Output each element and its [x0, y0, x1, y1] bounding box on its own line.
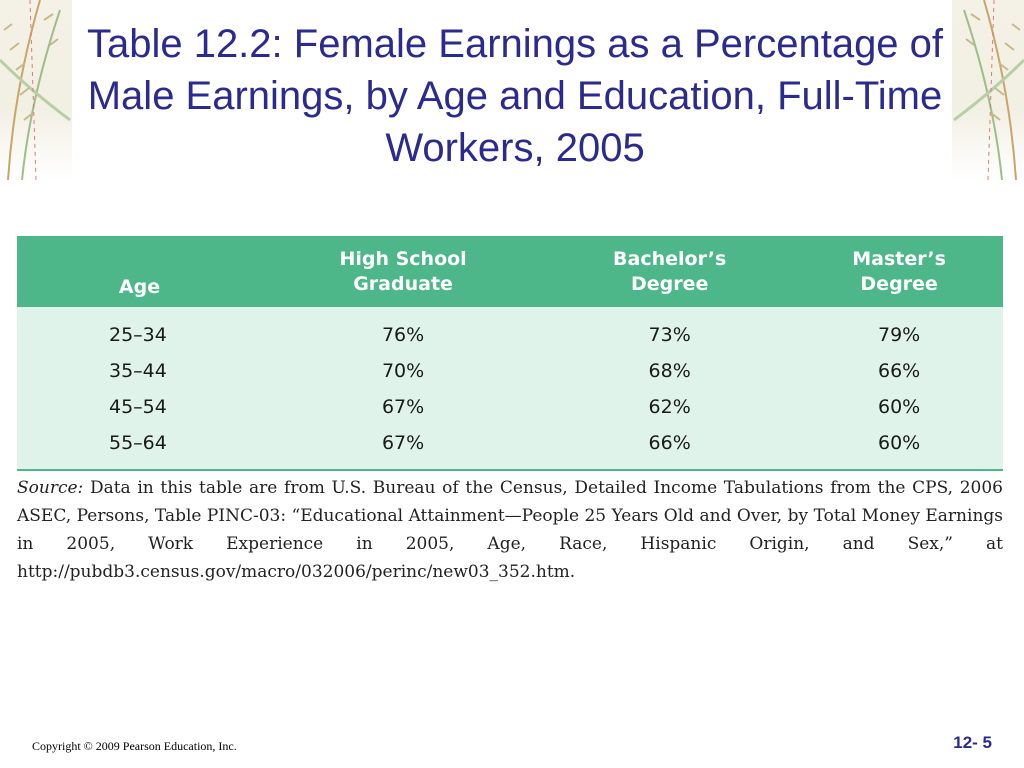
column-header-line: Age — [118, 276, 161, 298]
column-header-line: Degree — [630, 272, 709, 295]
table-cell: 60% — [877, 432, 921, 454]
column-header-line: High School — [339, 247, 467, 270]
column-header-line: Bachelor’s — [613, 247, 727, 270]
table-header-row — [17, 236, 1003, 307]
copyright-notice: Copyright © 2009 Pearson Education, Inc. — [32, 739, 237, 753]
table-cell: 76% — [381, 324, 425, 346]
source-note — [17, 474, 1003, 586]
table-bottom-rule — [17, 469, 1003, 471]
table-row — [17, 425, 1003, 469]
column-header-masters — [795, 236, 1003, 307]
table-cell: 70% — [381, 360, 425, 382]
column-header-line: Graduate — [353, 272, 453, 295]
decorative-wheat-right — [952, 0, 1024, 180]
table-cell: 66% — [648, 432, 691, 454]
column-header-age — [17, 236, 262, 307]
column-header-line: Master’s — [852, 247, 946, 270]
table-cell: 60% — [877, 396, 921, 418]
table-cell: 62% — [648, 396, 691, 418]
table-row — [17, 389, 1003, 425]
table-cell: 66% — [877, 360, 921, 382]
table-row — [17, 307, 1003, 353]
column-header-bachelors — [544, 236, 795, 307]
table-row — [17, 353, 1003, 389]
earnings-table — [17, 236, 1003, 471]
decorative-wheat-left — [0, 0, 72, 180]
table-cell: 67% — [381, 396, 425, 418]
table-cell-age: 45–54 — [109, 396, 167, 418]
slide-title: Table 12.2: Female Earnings as a Percentage of Male Earnings, by Age and Education, Full-Time Workers, 2005 — [86, 22, 944, 170]
table-cell: 73% — [648, 324, 691, 346]
table-cell-age: 55–64 — [109, 432, 167, 454]
source-label: Source: — [17, 478, 84, 498]
table-cell-age: 35–44 — [109, 360, 167, 382]
column-header-line: Degree — [860, 272, 938, 295]
table-cell: 68% — [648, 360, 691, 382]
source-text: Data in this table are from U.S. Bureau of the Census, Detailed Income Tabulations from the CPS, 2006 ASEC, Persons, Table PINC-03: “Educational Attainment—People 25 Years Old and Over, by Total Money Earnings in 2005, Work Experience in 2005, Age, Race, Hispanic Origin, and Sex,” at http://pubdb3.census.gov/macro/032006/perinc/new03_352.htm. — [17, 478, 1003, 582]
column-header-high-school — [262, 236, 544, 307]
table-cell-age: 25–34 — [109, 324, 167, 346]
table-cell: 79% — [877, 324, 921, 346]
table-cell: 67% — [381, 432, 425, 454]
slide-number: 12- 5 — [953, 733, 992, 752]
